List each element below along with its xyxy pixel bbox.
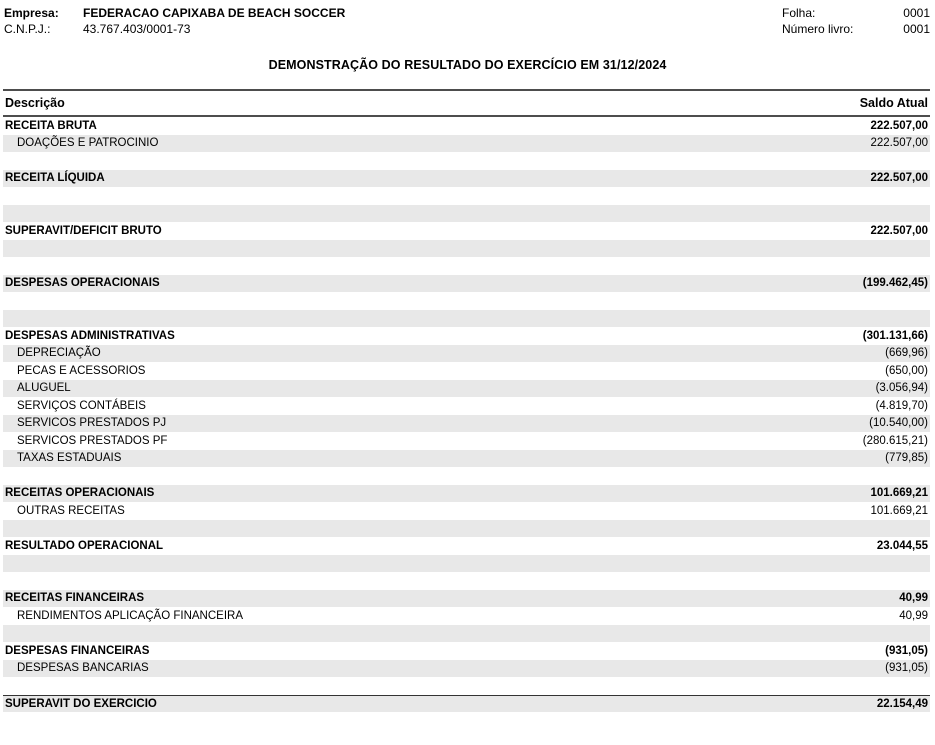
page-info xyxy=(782,5,930,37)
folha-value: 0001 xyxy=(903,6,930,20)
table-row xyxy=(3,345,930,363)
row-description: RECEITA LÍQUIDA xyxy=(5,172,105,185)
row-value: (4.819,70) xyxy=(875,399,928,412)
table-rows xyxy=(3,117,930,712)
column-header-descricao: Descrição xyxy=(5,96,65,110)
row-value: 22.154,49 xyxy=(876,697,928,710)
table-row xyxy=(3,135,930,153)
folha-row xyxy=(782,5,930,21)
row-description: OUTRAS RECEITAS xyxy=(17,504,125,517)
cnpj-row xyxy=(4,21,345,37)
row-description: RENDIMENTOS APLICAÇÃO FINANCEIRA xyxy=(17,609,243,622)
row-description: DESPESAS BANCARIAS xyxy=(17,662,149,675)
row-description: RECEITA BRUTA xyxy=(5,119,97,132)
spacer-row xyxy=(3,205,930,223)
row-value: (280.615,21) xyxy=(862,434,928,447)
table-row xyxy=(3,660,930,678)
table-row xyxy=(3,327,930,345)
table-row xyxy=(3,432,930,450)
row-description: SERVIÇOS CONTÁBEIS xyxy=(17,399,146,412)
table-row xyxy=(3,397,930,415)
row-description: SERVICOS PRESTADOS PF xyxy=(17,434,168,447)
spacer-row xyxy=(3,187,930,205)
row-description: DESPESAS FINANCEIRAS xyxy=(5,644,150,657)
table-row xyxy=(3,485,930,503)
numero-livro-value: 0001 xyxy=(903,22,930,36)
column-header-saldo-atual: Saldo Atual xyxy=(859,96,928,110)
spacer-row xyxy=(3,677,930,695)
spacer-row xyxy=(3,240,930,258)
numero-livro-row xyxy=(782,21,930,37)
table-row xyxy=(3,170,930,188)
row-description: TAXAS ESTADUAIS xyxy=(17,452,122,465)
table-row xyxy=(3,450,930,468)
row-description: SUPERAVIT DO EXERCICIO xyxy=(5,697,157,710)
row-description: DOAÇÕES E PATROCINIO xyxy=(17,137,159,150)
folha-label: Folha: xyxy=(782,6,816,20)
spacer-row xyxy=(3,555,930,573)
table-row xyxy=(3,590,930,608)
row-value: 222.507,00 xyxy=(870,137,928,150)
row-description: SERVICOS PRESTADOS PJ xyxy=(17,417,167,430)
row-value: 40,99 xyxy=(899,609,928,622)
company-info xyxy=(4,5,345,37)
table-row xyxy=(3,222,930,240)
row-value: (931,05) xyxy=(885,644,928,657)
table-row xyxy=(3,117,930,135)
table-row xyxy=(3,275,930,293)
table-header xyxy=(3,89,930,117)
row-description: SUPERAVIT/DEFICIT BRUTO xyxy=(5,224,162,237)
row-value: 101.669,21 xyxy=(870,504,928,517)
spacer-row xyxy=(3,520,930,538)
row-description: PECAS E ACESSORIOS xyxy=(17,364,146,377)
cnpj-label: C.N.P.J.: xyxy=(4,22,51,36)
row-value: (931,05) xyxy=(885,662,928,675)
table-row xyxy=(3,502,930,520)
row-description: ALUGUEL xyxy=(17,382,71,395)
row-description: RECEITAS FINANCEIRAS xyxy=(5,592,145,605)
spacer-row xyxy=(3,152,930,170)
company-name: FEDERACAO CAPIXABA DE BEACH SOCCER xyxy=(83,6,346,20)
company-label: Empresa: xyxy=(4,6,59,20)
row-value: (3.056,94) xyxy=(875,382,928,395)
row-value: (199.462,45) xyxy=(862,277,928,290)
row-value: 40,99 xyxy=(899,592,928,605)
row-description: DEPRECIAÇÃO xyxy=(17,347,101,360)
dre-table xyxy=(3,89,930,712)
row-value: 101.669,21 xyxy=(870,487,928,500)
table-row xyxy=(3,642,930,660)
row-value: (779,85) xyxy=(885,452,928,465)
row-value: 222.507,00 xyxy=(870,172,928,185)
table-row xyxy=(3,537,930,555)
row-value: 222.507,00 xyxy=(870,119,928,132)
row-description: DESPESAS OPERACIONAIS xyxy=(5,277,160,290)
row-description: RECEITAS OPERACIONAIS xyxy=(5,487,155,500)
table-row xyxy=(3,380,930,398)
spacer-row xyxy=(3,310,930,328)
table-row xyxy=(3,362,930,380)
row-description: RESULTADO OPERACIONAL xyxy=(5,539,164,552)
row-value: 23.044,55 xyxy=(876,539,928,552)
row-description: DESPESAS ADMINISTRATIVAS xyxy=(5,329,175,342)
row-value: (301.131,66) xyxy=(862,329,928,342)
table-row xyxy=(3,695,930,713)
row-value: 222.507,00 xyxy=(870,224,928,237)
cnpj-value: 43.767.403/0001-73 xyxy=(83,22,191,36)
spacer-row xyxy=(3,467,930,485)
table-row xyxy=(3,415,930,433)
spacer-row xyxy=(3,257,930,275)
report-title: DEMONSTRAÇÃO DO RESULTADO DO EXERCÍCIO EM 31/12/2024 xyxy=(268,58,667,72)
row-value: (650,00) xyxy=(885,364,928,377)
spacer-row xyxy=(3,572,930,590)
spacer-row xyxy=(3,625,930,643)
company-row xyxy=(4,5,345,21)
numero-livro-label: Número livro: xyxy=(782,22,854,36)
row-value: (10.540,00) xyxy=(869,417,928,430)
row-value: (669,96) xyxy=(885,347,928,360)
spacer-row xyxy=(3,292,930,310)
table-row xyxy=(3,607,930,625)
